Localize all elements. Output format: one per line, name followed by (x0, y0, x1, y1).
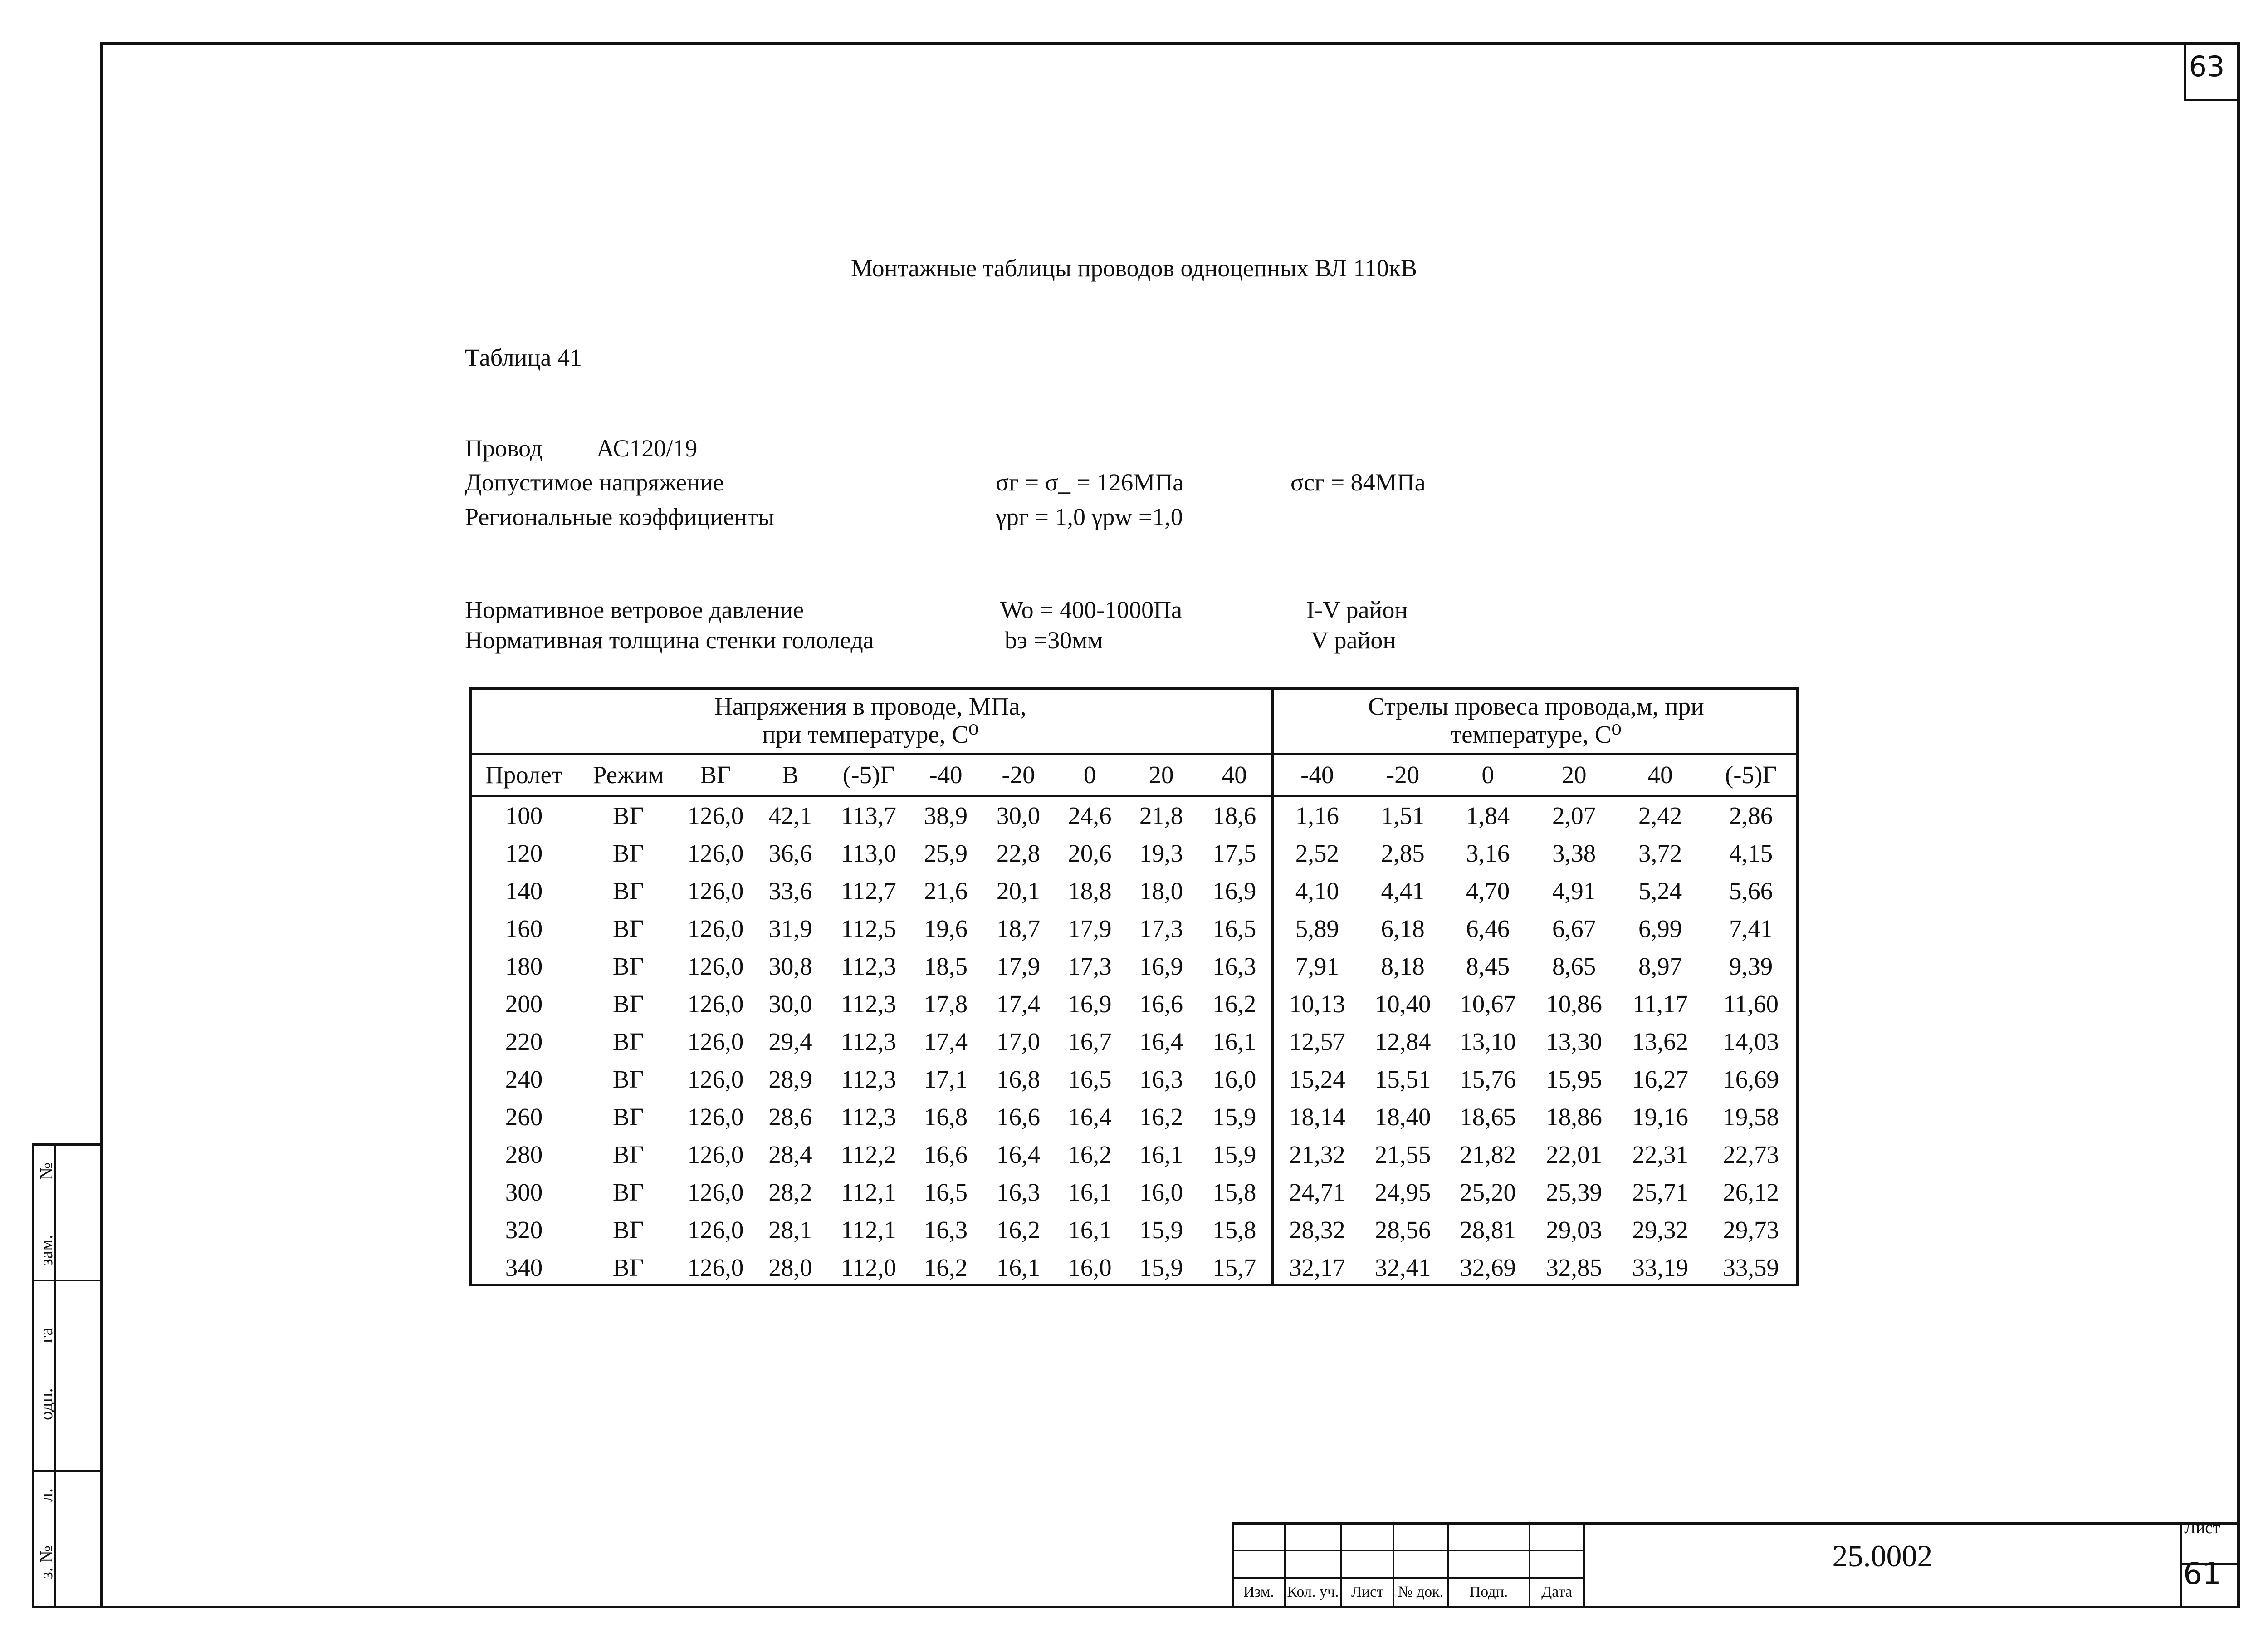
table-cell: 126,0 (687, 1216, 744, 1244)
table-cell: 8,97 (1638, 952, 1682, 980)
table-cell: 15,51 (1374, 1065, 1431, 1093)
tb-label-list: Лист (1351, 1584, 1384, 1600)
table-cell: 17,9 (1068, 915, 1112, 942)
table-cell: 28,56 (1374, 1216, 1431, 1244)
tb-label-kol: Кол. уч. (1287, 1584, 1339, 1600)
table-row (469, 1098, 1799, 1136)
table-cell: 12,57 (1272, 1023, 1361, 1060)
table-cell: 16,3 (996, 1178, 1041, 1206)
table-cell: 28,2 (768, 1178, 812, 1206)
table-cell: 4,91 (1552, 877, 1596, 905)
table-cell: 24,6 (1068, 802, 1112, 829)
table-cell: 126,0 (687, 877, 744, 905)
table-cell: 160 (505, 915, 543, 942)
table-cell: 28,0 (768, 1254, 812, 1281)
table-cell: 13,10 (1460, 1028, 1516, 1055)
table-cell: ВГ (612, 839, 644, 867)
margin-label-l: л. (36, 1488, 56, 1502)
table-cell: 17,4 (996, 990, 1041, 1018)
table-cell: 20,6 (1068, 839, 1112, 867)
table-cell: 200 (505, 990, 543, 1018)
margin-label-zam: зам. (36, 1235, 56, 1266)
table-cell: 4,70 (1466, 877, 1510, 905)
table-cell: 260 (505, 1103, 543, 1131)
table-cell: 21,6 (924, 877, 968, 905)
table-row (469, 872, 1799, 910)
allowed-stress-value: σг = σ_ = 126МПа (996, 469, 1184, 496)
table-cell: 4,10 (1272, 872, 1361, 910)
table-cell: 12,84 (1374, 1028, 1431, 1055)
table-cell: 32,85 (1546, 1254, 1602, 1281)
table-cell: 15,7 (1212, 1254, 1256, 1281)
table-cell: 112,3 (841, 1028, 896, 1055)
table-row (469, 834, 1799, 872)
table-cell: 112,2 (841, 1141, 896, 1168)
table-cell: 18,86 (1546, 1103, 1602, 1131)
wire-label: Провод (465, 435, 543, 462)
table-cell: 28,9 (768, 1065, 812, 1093)
stress-group-header (469, 687, 1272, 754)
table-cell: 17,8 (924, 990, 968, 1018)
table-cell: 17,1 (924, 1065, 968, 1093)
table-cell: 140 (505, 877, 543, 905)
table-cell: 21,55 (1374, 1141, 1431, 1168)
table-cell: 126,0 (687, 1254, 744, 1281)
table-row (469, 1249, 1799, 1286)
tb-label-data: Дата (1541, 1584, 1572, 1600)
table-cell: 9,39 (1729, 952, 1773, 980)
column-header: 20 (1125, 754, 1198, 796)
table-cell: 2,52 (1272, 834, 1361, 872)
document-code: 25.0002 (1832, 1539, 1933, 1573)
margin-stamp-divider (32, 1280, 103, 1281)
table-group-header (469, 687, 1799, 754)
table-cell: 24,71 (1272, 1173, 1361, 1211)
column-header: -20 (1361, 754, 1445, 796)
table-cell: 28,6 (768, 1103, 812, 1131)
table-cell: ВГ (612, 1254, 644, 1281)
table-cell: 19,58 (1723, 1103, 1779, 1131)
margin-label-podp: одп. (36, 1388, 56, 1420)
table-cell: 16,8 (996, 1065, 1041, 1093)
table-cell: 32,69 (1460, 1254, 1516, 1281)
table-cell: 22,31 (1632, 1141, 1688, 1168)
table-cell: 32,17 (1272, 1249, 1361, 1286)
ice-value: bэ =30мм (1005, 627, 1103, 654)
table-cell: 5,89 (1272, 910, 1361, 947)
table-cell: 18,40 (1374, 1103, 1431, 1131)
table-cell: 30,0 (996, 802, 1041, 829)
table-cell: 36,6 (768, 839, 812, 867)
table-cell: 15,24 (1272, 1060, 1361, 1098)
table-cell: 16,9 (1139, 952, 1183, 980)
sag-group-line1: Стрелы провеса провода,м, при (1368, 692, 1704, 720)
table-cell: 15,76 (1460, 1065, 1516, 1093)
sag-tension-table (469, 687, 1799, 1286)
table-cell: ВГ (612, 915, 644, 942)
table-cell: 8,18 (1381, 952, 1425, 980)
table-cell: 21,8 (1139, 802, 1183, 829)
table-cell: 16,2 (1068, 1141, 1112, 1168)
stress-group-line2: при температуре, С⁰ (762, 720, 979, 748)
table-cell: 18,14 (1272, 1098, 1361, 1136)
table-cell: 126,0 (687, 990, 744, 1018)
table-cell: 1,84 (1466, 802, 1510, 829)
table-cell: 17,0 (996, 1028, 1041, 1055)
table-cell: 13,30 (1546, 1028, 1602, 1055)
table-cell: 38,9 (924, 802, 968, 829)
table-cell: 22,8 (996, 839, 1041, 867)
wind-label: Нормативное ветровое давление (465, 596, 804, 623)
table-cell: 15,9 (1139, 1254, 1183, 1281)
column-header: -40 (909, 754, 982, 796)
table-cell: 10,13 (1272, 985, 1361, 1023)
table-cell: 16,27 (1632, 1065, 1688, 1093)
table-cell: 15,9 (1139, 1216, 1183, 1244)
margin-stamp-divider (54, 1143, 56, 1608)
table-cell: 13,62 (1632, 1028, 1688, 1055)
table-row (469, 796, 1799, 834)
table-cell: 17,3 (1139, 915, 1183, 942)
table-cell: 32,41 (1374, 1254, 1431, 1281)
table-cell: 112,5 (841, 915, 896, 942)
table-cell: 33,6 (768, 877, 812, 905)
column-header: -40 (1272, 754, 1361, 796)
table-cell: 2,07 (1552, 802, 1596, 829)
table-cell: 19,6 (924, 915, 968, 942)
table-cell: 30,0 (768, 990, 812, 1018)
table-cell: 100 (505, 802, 543, 829)
table-row (469, 1136, 1799, 1173)
table-cell: 112,1 (841, 1216, 896, 1244)
column-header: Режим (578, 754, 678, 796)
table-cell: 16,4 (996, 1141, 1041, 1168)
table-cell: 16,1 (1139, 1141, 1183, 1168)
table-cell: 4,41 (1381, 877, 1425, 905)
table-cell: 16,1 (1068, 1178, 1112, 1206)
table-cell: 16,6 (924, 1141, 968, 1168)
table-cell: 18,65 (1460, 1103, 1516, 1131)
table-body (469, 796, 1799, 1286)
table-cell: 17,4 (924, 1028, 968, 1055)
table-cell: 10,86 (1546, 990, 1602, 1018)
table-cell: 16,8 (924, 1103, 968, 1131)
table-cell: 112,3 (841, 1065, 896, 1093)
table-cell: 126,0 (687, 802, 744, 829)
table-cell: 29,4 (768, 1028, 812, 1055)
column-header: 20 (1531, 754, 1617, 796)
table-cell: 16,0 (1139, 1178, 1183, 1206)
table-cell: 16,7 (1068, 1028, 1112, 1055)
table-cell: 16,5 (924, 1178, 968, 1206)
table-cell: 30,8 (768, 952, 812, 980)
wire-value: АС120/19 (596, 435, 698, 462)
table-column-header-row (469, 754, 1799, 796)
table-cell: 126,0 (687, 952, 744, 980)
table-cell: 16,6 (1139, 990, 1183, 1018)
table-cell: ВГ (612, 990, 644, 1018)
table-cell: 16,0 (1068, 1254, 1112, 1281)
sheet-label: Лист (2184, 1518, 2220, 1537)
table-cell: 300 (505, 1178, 543, 1206)
table-cell: 7,41 (1729, 915, 1773, 942)
table-cell: 6,18 (1381, 915, 1425, 942)
tb-label-podp: Подп. (1469, 1584, 1508, 1600)
table-cell: 126,0 (687, 1065, 744, 1093)
table-cell: 340 (505, 1254, 543, 1281)
table-cell: 25,71 (1632, 1178, 1688, 1206)
column-header: -20 (982, 754, 1055, 796)
page-title: Монтажные таблицы проводов одноцепных ВЛ 110кВ (850, 255, 1418, 282)
table-cell: 18,0 (1139, 877, 1183, 905)
table-cell: 16,1 (1068, 1216, 1112, 1244)
table-cell: ВГ (612, 1065, 644, 1093)
table-cell: 17,9 (996, 952, 1041, 980)
table-cell: 2,85 (1381, 839, 1425, 867)
table-cell: 18,8 (1068, 877, 1112, 905)
table-cell: 16,5 (1212, 915, 1256, 942)
table-cell: 16,4 (1068, 1103, 1112, 1131)
margin-stamp-divider (32, 1470, 103, 1472)
table-cell: 16,9 (1212, 877, 1256, 905)
wind-region: I-V район (1306, 596, 1408, 623)
margin-label-inv: з. № (36, 1545, 56, 1579)
table-cell: 26,12 (1723, 1178, 1779, 1206)
table-cell: 112,3 (841, 1103, 896, 1131)
table-cell: 21,82 (1460, 1141, 1516, 1168)
table-cell: 112,7 (841, 877, 896, 905)
table-row (469, 1173, 1799, 1211)
table-cell: ВГ (612, 1216, 644, 1244)
table-cell: 2,86 (1729, 802, 1773, 829)
margin-label-ga: га (36, 1327, 56, 1343)
tb-label-izm: Изм. (1243, 1584, 1274, 1600)
column-header: (-5)Г (1703, 754, 1799, 796)
table-cell: 126,0 (687, 1103, 744, 1131)
table-cell: 7,91 (1272, 947, 1361, 985)
table-cell: 15,9 (1212, 1103, 1256, 1131)
table-cell: 4,15 (1729, 839, 1773, 867)
column-header: 0 (1055, 754, 1125, 796)
corner-number: 63 (2189, 50, 2225, 83)
table-cell: 16,6 (996, 1103, 1041, 1131)
table-cell: 113,7 (841, 802, 896, 829)
table-cell: 16,3 (924, 1216, 968, 1244)
table-cell: 33,19 (1632, 1254, 1688, 1281)
table-cell: 18,6 (1212, 802, 1256, 829)
allowed-stress-value2: σcг = 84МПа (1290, 469, 1426, 496)
table-cell: 112,3 (841, 990, 896, 1018)
table-cell: 1,16 (1272, 796, 1361, 834)
ice-label: Нормативная толщина стенки гололеда (465, 627, 874, 654)
table-cell: 6,99 (1638, 915, 1682, 942)
table-cell: 16,69 (1723, 1065, 1779, 1093)
table-cell: ВГ (612, 802, 644, 829)
table-cell: 16,1 (1212, 1028, 1256, 1055)
table-cell: 112,1 (841, 1178, 896, 1206)
table-cell: 11,60 (1723, 990, 1779, 1018)
table-row (469, 910, 1799, 947)
table-cell: 126,0 (687, 1141, 744, 1168)
table-cell: 240 (505, 1065, 543, 1093)
table-cell: 24,95 (1374, 1178, 1431, 1206)
table-cell: 25,39 (1546, 1178, 1602, 1206)
table-cell: 16,3 (1139, 1065, 1183, 1093)
table-cell: 19,16 (1632, 1103, 1688, 1131)
table-row (469, 1060, 1799, 1098)
table-cell: 6,67 (1552, 915, 1596, 942)
table-cell: 8,45 (1466, 952, 1510, 980)
table-row (469, 1211, 1799, 1249)
regional-label: Региональные коэффициенты (465, 503, 775, 530)
column-header: ВГ (678, 754, 753, 796)
table-cell: 3,38 (1552, 839, 1596, 867)
table-cell: 16,1 (996, 1254, 1041, 1281)
column-header: Пролет (469, 754, 578, 796)
table-cell: 22,73 (1723, 1141, 1779, 1168)
table-cell: 17,5 (1212, 839, 1256, 867)
table-cell: 180 (505, 952, 543, 980)
table-cell: 320 (505, 1216, 543, 1244)
table-cell: 120 (505, 839, 543, 867)
table-row (469, 947, 1799, 985)
table-cell: 33,59 (1723, 1254, 1779, 1281)
table-cell: 126,0 (687, 915, 744, 942)
title-block-divider (1583, 1522, 1585, 1608)
wind-value: Wo = 400-1000Па (1000, 596, 1183, 623)
column-header: 40 (1617, 754, 1703, 796)
table-cell: 3,16 (1466, 839, 1510, 867)
table-cell: 28,1 (768, 1216, 812, 1244)
table-cell: 113,0 (841, 839, 896, 867)
column-header: В (753, 754, 828, 796)
table-cell: 16,4 (1139, 1028, 1183, 1055)
column-header: 0 (1445, 754, 1531, 796)
table-cell: 2,42 (1638, 802, 1682, 829)
table-cell: 20,1 (996, 877, 1041, 905)
sag-group-line2: температуре, С⁰ (1451, 720, 1622, 748)
table-cell: ВГ (612, 877, 644, 905)
table-cell: 112,0 (841, 1254, 896, 1281)
table-cell: 19,3 (1139, 839, 1183, 867)
table-cell: 16,5 (1068, 1065, 1112, 1093)
table-cell: 16,2 (1139, 1103, 1183, 1131)
table-cell: 22,01 (1546, 1141, 1602, 1168)
table-cell: 42,1 (768, 802, 812, 829)
table-cell: 29,73 (1723, 1216, 1779, 1244)
table-cell: 10,67 (1460, 990, 1516, 1018)
table-cell: 29,32 (1632, 1216, 1688, 1244)
table-cell: 15,8 (1212, 1216, 1256, 1244)
table-cell: 28,4 (768, 1141, 812, 1168)
stress-group-line1: Напряжения в проводе, МПа, (714, 692, 1026, 720)
margin-stamp (32, 1143, 103, 1608)
table-cell: 8,65 (1552, 952, 1596, 980)
table-cell: 16,9 (1068, 990, 1112, 1018)
table-row (469, 1023, 1799, 1060)
regional-value: γpг = 1,0 γpw =1,0 (996, 503, 1183, 530)
table-row (469, 985, 1799, 1023)
table-cell: 15,8 (1212, 1178, 1256, 1206)
table-number: Таблица 41 (465, 344, 582, 371)
table-cell: 31,9 (768, 915, 812, 942)
table-cell: 17,3 (1068, 952, 1112, 980)
margin-label-no: № (36, 1162, 56, 1180)
table-cell: 16,2 (996, 1216, 1041, 1244)
allowed-stress-label: Допустимое напряжение (465, 469, 724, 496)
ice-region: V район (1311, 627, 1396, 654)
sag-group-header (1272, 687, 1799, 754)
table-cell: 25,20 (1460, 1178, 1516, 1206)
table-cell: 16,2 (1212, 990, 1256, 1018)
table-cell: 18,7 (996, 915, 1041, 942)
table-cell: ВГ (612, 1028, 644, 1055)
table-cell: 6,46 (1466, 915, 1510, 942)
table-cell: 126,0 (687, 1028, 744, 1055)
table-cell: ВГ (612, 1103, 644, 1131)
table-cell: 11,17 (1633, 990, 1688, 1018)
table-cell: 220 (505, 1028, 543, 1055)
table-cell: 14,03 (1723, 1028, 1779, 1055)
table-cell: 126,0 (687, 839, 744, 867)
table-cell: 29,03 (1546, 1216, 1602, 1244)
sheet-number: 61 (2183, 1556, 2221, 1591)
table-cell: 1,51 (1381, 802, 1425, 829)
table-cell: 5,24 (1638, 877, 1682, 905)
table-cell: 112,3 (841, 952, 896, 980)
table-cell: 16,3 (1212, 952, 1256, 980)
table-cell: 28,81 (1460, 1216, 1516, 1244)
table-cell: ВГ (612, 1178, 644, 1206)
column-header: (-5)Г (828, 754, 909, 796)
table-cell: ВГ (612, 1141, 644, 1168)
table-cell: 18,5 (924, 952, 968, 980)
table-cell: 25,9 (924, 839, 968, 867)
table-cell: ВГ (612, 952, 644, 980)
table-cell: 3,72 (1638, 839, 1682, 867)
table-cell: 21,32 (1272, 1136, 1361, 1173)
table-cell: 16,0 (1212, 1065, 1256, 1093)
column-header: 40 (1198, 754, 1272, 796)
table-cell: 10,40 (1374, 990, 1431, 1018)
table-cell: 15,95 (1546, 1065, 1602, 1093)
table-cell: 126,0 (687, 1178, 744, 1206)
table-cell: 5,66 (1729, 877, 1773, 905)
table-cell: 16,2 (924, 1254, 968, 1281)
tb-label-doc: № док. (1398, 1584, 1444, 1600)
table-cell: 28,32 (1272, 1211, 1361, 1249)
table-cell: 280 (505, 1141, 543, 1168)
table-cell: 15,9 (1212, 1141, 1256, 1168)
